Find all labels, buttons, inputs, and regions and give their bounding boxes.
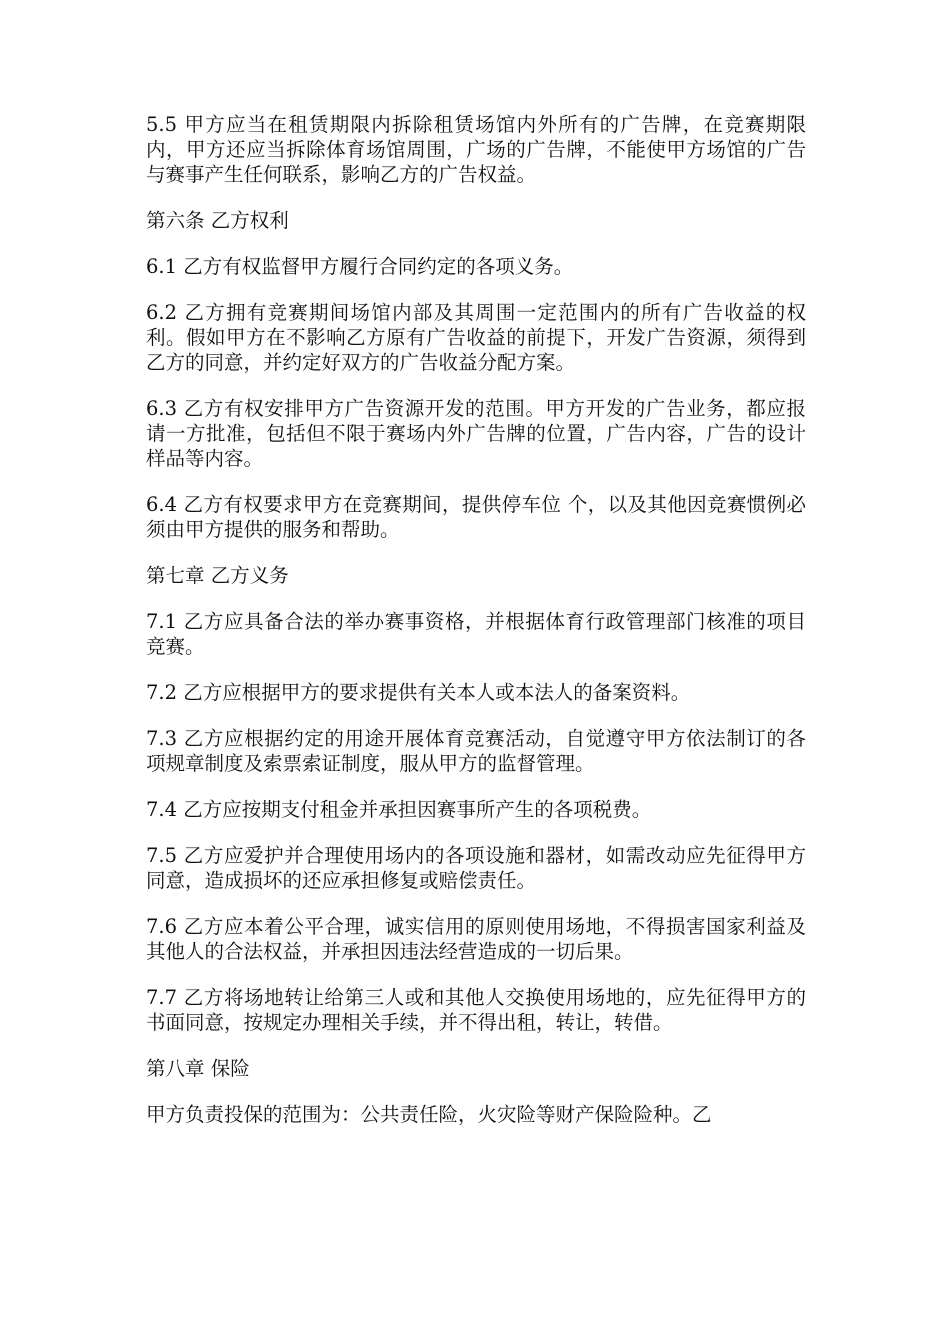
clause-7-1: 7.1 乙方应具备合法的举办赛事资格，并根据体育行政管理部门核准的项目竞赛。	[146, 610, 806, 658]
clause-6-1: 6.1 乙方有权监督甲方履行合同约定的各项义务。	[146, 255, 574, 278]
clause-7-2: 7.2 乙方应根据甲方的要求提供有关本人或本法人的备案资料。	[146, 681, 691, 704]
section-7-heading: 第七章 乙方义务	[146, 564, 289, 587]
section-8-heading: 第八章 保险	[146, 1057, 250, 1080]
clause-7-3: 7.3 乙方应根据约定的用途开展体育竞赛活动，自觉遵守甲方依法制订的各项规章制度及索票索证制度，服从甲方的监督管理。	[146, 727, 806, 775]
clause-7-4: 7.4 乙方应按期支付租金并承担因赛事所产生的各项税费。	[146, 798, 652, 821]
clause-7-7: 7.7 乙方将场地转让给第三人或和其他人交换使用场地的，应先征得甲方的书面同意，按规定办理相关手续，并不得出租，转让，转借。	[146, 986, 806, 1034]
clause-5-5: 5.5 甲方应当在租赁期限内拆除租赁场馆内外所有的广告牌，在竞赛期限内，甲方还应当拆除体育场馆周围，广场的广告牌，不能使甲方场馆的广告与赛事产生任何联系，影响乙方的广告权益。	[146, 113, 806, 186]
clause-7-5: 7.5 乙方应爱护并合理使用场内的各项设施和器材，如需改动应先征得甲方同意，造成损坏的还应承担修复或赔偿责任。	[146, 844, 806, 892]
section-6-heading: 第六条 乙方权利	[146, 209, 289, 232]
clause-6-4: 6.4 乙方有权要求甲方在竞赛期间，提供停车位 个，以及其他因竞赛惯例必须由甲方提供的服务和帮助。	[146, 493, 806, 541]
clause-7-6: 7.6 乙方应本着公平合理，诚实信用的原则使用场地，不得损害国家利益及其他人的合法权益，并承担因违法经营造成的一切后果。	[146, 915, 806, 963]
clause-6-2: 6.2 乙方拥有竞赛期间场馆内部及其周围一定范围内的所有广告收益的权利。假如甲方在不影响乙方原有广告收益的前提下，开发广告资源，须得到乙方的同意，并约定好双方的广告收益分配方案。	[146, 301, 806, 374]
document-page	[146, 112, 806, 1148]
clause-8-intro: 甲方负责投保的范围为：公共责任险，火灾险等财产保险险种。乙	[146, 1103, 712, 1126]
clause-6-3: 6.3 乙方有权安排甲方广告资源开发的范围。甲方开发的广告业务，都应报请一方批准，包括但不限于赛场内外广告牌的位置，广告内容，广告的设计样品等内容。	[146, 397, 806, 470]
